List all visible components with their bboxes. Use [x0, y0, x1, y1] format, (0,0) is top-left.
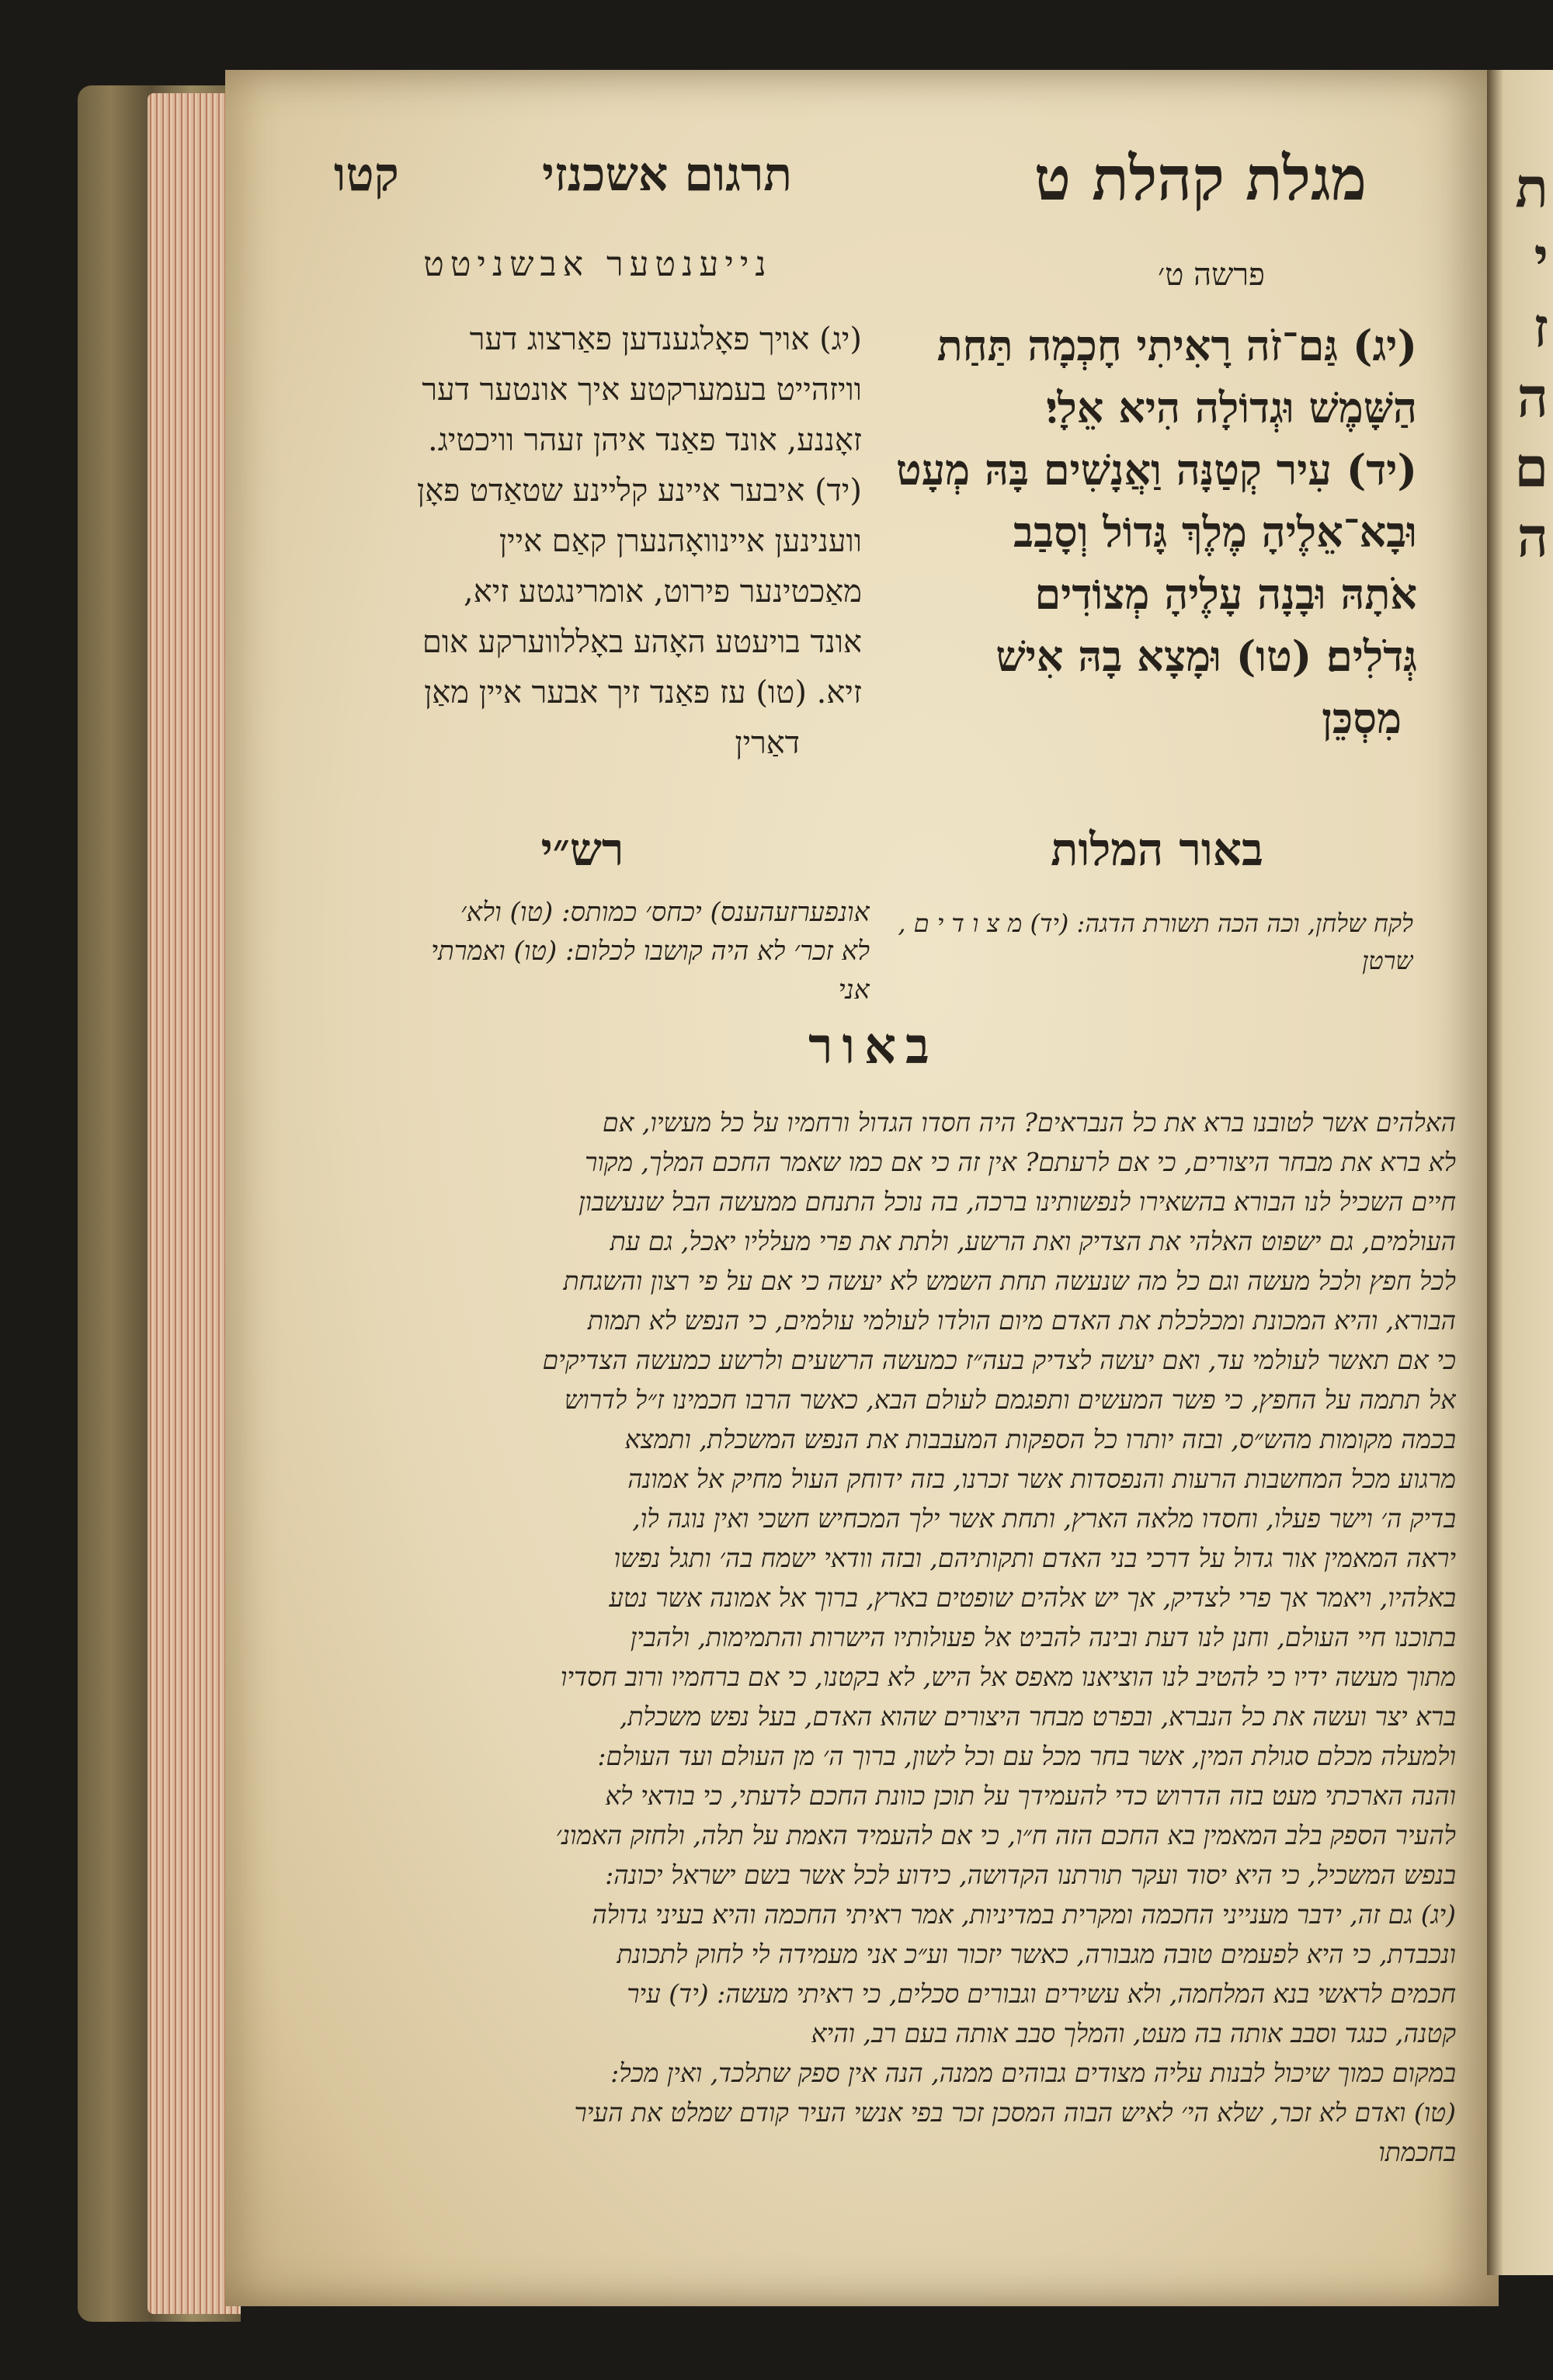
translation-line: זיא. (טו) עז פאַנד זיך אבער איין מאַן: [424, 675, 862, 711]
header-title-right: מגלת קהלת ט: [1034, 144, 1367, 214]
commentary-block: [307, 1103, 1456, 2172]
commentary-line: בחכמתו: [1378, 2137, 1456, 2167]
commentary-line: באלהיו, ויאמר אך פרי לצדיק, אך יש אלהים שופטים בארץ, ברוך אל אמונה אשר נטע: [609, 1583, 1456, 1613]
translation-line: זאָננע, אונד פאַנד איהן זעהר וויכטיג.: [427, 422, 862, 458]
commentary-line: מרגוע מכל המחשבות הרעות והנפסדות אשר זכרנו, בזה ידוחק העול מחיק אל אמונה: [627, 1464, 1456, 1494]
translation-line: ווענינען איינוואָהנערן קאַם איין: [499, 523, 862, 559]
rashi-column: [311, 893, 870, 1009]
commentary-line: העולמים, גם ישפוט האלהי את הצדיק ואת הרשע, ולתת את פרי מעלליו יאכל, גם עת: [610, 1226, 1456, 1256]
commentary-line: (טו) ואדם לא זכר, שלא הי׳ לאיש הבוה המסכן זכר בפי אנשי העיר קודם שמלט את העיר: [574, 2097, 1456, 2128]
translation-line: מאַכטינער פירוט, אומרינגטע זיא,: [463, 574, 862, 610]
translation-heading: נייענטער אבשניטט: [423, 245, 773, 284]
verse-line: גְּדֹלִים׃ (טו) וּמָצָא בָהּ אִישׁ: [995, 631, 1417, 681]
commentary-line: בכמה מקומות מהש״ס, ובזה יותרו כל הספקות המעבבות את הנפש המשכלת, ותמצא: [624, 1424, 1456, 1454]
commentary-line: אל תתמה על החפץ, כי פשר המעשים ותפגמם לעולם הבא, כאשר הרבו חכמינו ז״ל לדרוש: [564, 1385, 1456, 1415]
commentary-line: להעיר הספק בלב המאמין בא החכם הזה ח״ו, כי אם להעמיד האמת על תלה, ולחזק האמונ׳: [555, 1820, 1456, 1850]
commentary-line: ברא יצר ועשה את כל הנברא, ובפרט מבחר היצורים שהוא האדם, בעל נפש משכלת,: [619, 1701, 1456, 1732]
next-page-edge: [1487, 70, 1553, 2275]
running-header-left: [334, 140, 792, 210]
translation-line: אונד בויעטע האָהע באָללווערקע אום: [422, 624, 862, 660]
chapter-heading: פרשה ט׳: [1157, 257, 1266, 293]
commentary-line: מתוך מעשה ידיו כי להטיב לנו הוציאנו מאפס אל היש, לא בקטנו, כי אם ברחמיו ורוב חסדיו: [560, 1662, 1456, 1692]
commentary-line: ונכבדת, כי היא לפעמים טובה מגבורה, כאשר יזכור וע״כ אני מעמידה לי לחוק לתכונת: [617, 1939, 1456, 1969]
verse-line: אֹתָהּ וּבָנָה עָלֶיהָ מְצוֹדִים: [1034, 569, 1417, 619]
commentary-line: לכל חפץ ולכל מעשה וגם כל מה שנעשה תחת השמש לא יעשה כי אם על פי רצון והשגחת: [563, 1266, 1456, 1296]
next-page-fragment: י: [1534, 225, 1548, 290]
next-page-fragment: ה: [1517, 505, 1548, 569]
page-number: קטו: [334, 148, 399, 202]
verse-line: (יג) גַּם־זֹה רָאִיתִי חָכְמָה תַּחַת: [936, 321, 1417, 370]
commentary-line: בדיק ה׳ וישר פעלו, וחסדו מלאה הארץ, ותחת אשר ילך המכחיש חשכי ואין נוגה לו,: [632, 1503, 1456, 1534]
next-page-fragment: ז: [1533, 295, 1548, 360]
header-title-left: תרגום אשכנזי: [542, 148, 792, 202]
rashi-heading: רש״י: [540, 823, 624, 876]
translation-column: [318, 314, 862, 769]
rashi-line: אונפערזעהענס) יכחס׳ כמותס: (טו) ולא׳: [460, 897, 870, 928]
commentary-line: יראה המאמין אור גדול על דרכי בני האדם ותקותיהם, ובזה וודאי ישמח בה׳ ותגל נפשו: [613, 1543, 1456, 1573]
biur-hamilot-line: שרטן: [1362, 946, 1413, 975]
rashi-line: אני: [838, 975, 870, 1006]
biur-hamilot-column: [877, 905, 1413, 979]
verse-line: וּבָא־אֵלֶיהָ מֶלֶךְ גָּדוֹל וְסָבַב: [1013, 507, 1417, 557]
commentary-line: והנה הארכתי מעט בזה הדרוש כדי להעמידך על תוכן כוונת החכם לדעתי, כי בודאי לא: [605, 1781, 1456, 1811]
commentary-line: קטנה, כנגד וסבב אותה בה מעט, והמלך סבב אותה בעם רב, והיא: [811, 2018, 1456, 2048]
next-page-fragment: ת: [1515, 155, 1548, 220]
rashi-line: לא זכר׳ לא היה קושבו לכלום: (טו) ואמרתי: [431, 936, 870, 967]
verse-line: (יד) עִיר קְטַנָּה וַאֲנָשִׁים בָּהּ מְעָט: [895, 445, 1417, 495]
commentary-line: ולמעלה מכלם סגולת המין, אשר בחר מכל עם וכל לשון, ברוך ה׳ מן העולם ועד העולם:: [597, 1741, 1456, 1771]
commentary-line: לא ברא את מבחר היצורים, כי אם לרעתם? אין זה כי אם כמו שאמר החכם המלך, מקור: [585, 1147, 1456, 1177]
commentary-line: (יג) גם זה, ידבר מענייני החכמה ומקרית במדיניות, אמר ראיתי החכמה והיא בעיני גדולה: [592, 1899, 1456, 1930]
translation-line: וויזהייט בעמערקטע איך אונטער דער: [422, 372, 862, 408]
commentary-line: במקום כמוך שיכול לבנות עליה מצודים גבוהים ממנה, הנה אין ספק שתלכד, ואין מכל:: [610, 2058, 1456, 2088]
commentary-line: האלהים אשר לטובנו ברא את כל הנבראים? היה חסדו הגדול ורחמיו על כל מעשיו, אם: [603, 1107, 1456, 1138]
commentary-line: חיים השכיל לנו הבורא בהשאירו לנפשותינו ברכה, בה נוכל התנחם ממעשה הבל שנעשבון: [578, 1187, 1456, 1217]
commentary-line: הבורא, והיא המכונת ומכלכלת את האדם מיום הולדו לעולמי עולמים, כי הנפש לא תמות: [587, 1305, 1456, 1336]
biur-hamilot-line: לקח שלחן, וכה הכה תשורת הדגה: (יד) מ צ ו ד י ם ,: [898, 909, 1413, 938]
translation-line: (יג) אויך פאָלגענדען פאַרצוג דער: [469, 321, 862, 357]
verse-column: [874, 314, 1417, 749]
translation-line: (יד) איבער איינע קליינע שטאַדט פאָן: [417, 473, 862, 509]
commentary-line: חכמים לראשי בנא המלחמה, ולא עשירים וגבורים סכלים, כי ראיתי מעשה: (יד) עיר: [627, 1979, 1456, 2009]
commentary-line: בנפש המשכיל, כי היא יסוד ועקר תורתנו הקדושה, כידוע לכל אשר בשם ישראל יכונה:: [605, 1860, 1456, 1890]
next-page-fragment: ה: [1517, 365, 1548, 429]
commentary-line: בתוכנו חיי העולם, וחנן לנו דעת ובינה להביט אל פעולותיו הישרות והתמימות, ולהבין: [630, 1622, 1456, 1652]
next-page-fragment: ם: [1514, 435, 1548, 499]
commentary-line: כי אם תאשר לעולמי עד, ואם יעשה לצדיק בעה״ז כמעשה הרשעים ולרשע כמעשה הצדיקים: [542, 1345, 1456, 1375]
verse-line: הַשָּׁמֶשׁ וּגְדוֹלָה הִיא אֵלָי׃: [1046, 383, 1417, 433]
biur-heading: באור: [808, 1017, 939, 1075]
translation-line: דאַרין: [735, 725, 800, 761]
biur-hamilot-heading: באור המלות: [1051, 823, 1263, 876]
verse-line: מִסְכֵּן: [1322, 693, 1402, 743]
